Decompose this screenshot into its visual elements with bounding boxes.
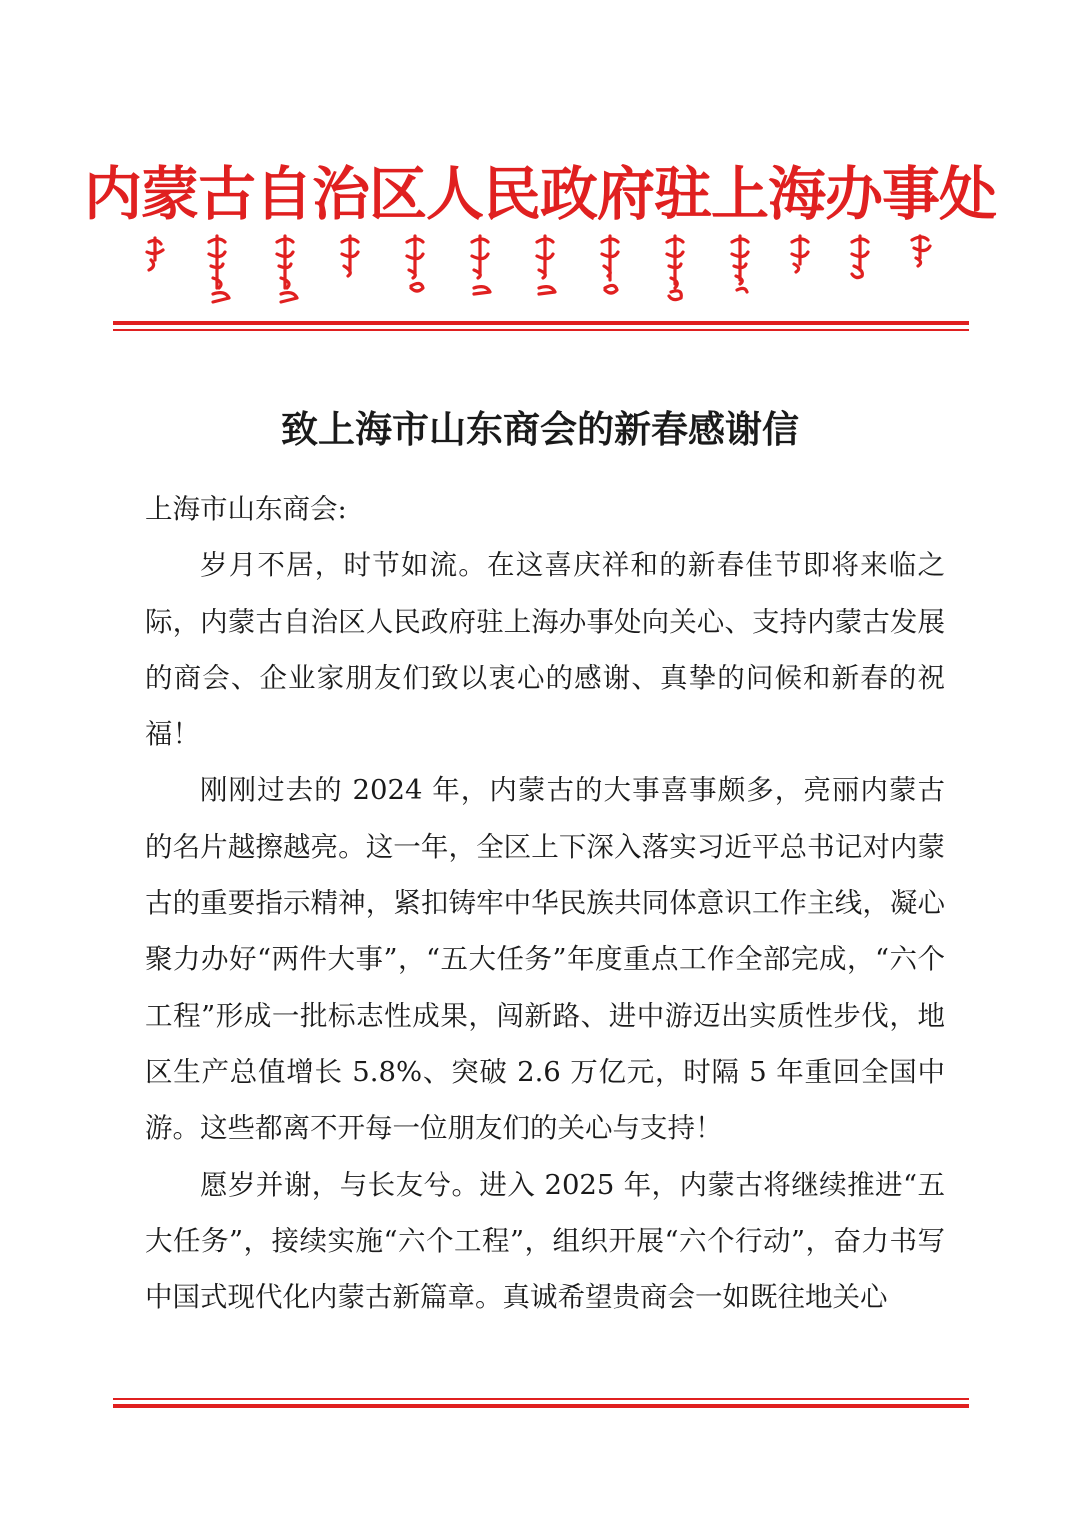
paragraph-review-2024: 刚刚过去的 2024 年，内蒙古的大事喜事颇多，亮丽内蒙古的名片越擦越亮。这一年，全区上下深入落实习近平总书记对内蒙古的重要指示精神，紧扣铸牢中华民族共同体意识工作主线，凝心聚力办好“两件大事”，“五大任务”年度重点工作全部完成，“六个工程”形成一批标志性成果，闯新路、进中游迈出实质性步伐，地区生产总值增长 5.8%、突破 2.6 万亿元，时隔 5 年重回全国中游。这些都离不开每一位朋友们的关心与支持！ (145, 774, 945, 1145)
letter-title: 致上海市山东商会的新春感谢信 (281, 406, 799, 451)
letter-body (145, 481, 945, 1325)
salutation: 上海市山东商会: (145, 493, 347, 525)
paragraph-outlook-2025: 愿岁并谢，与长友兮。进入 2025 年，内蒙古将继续推进“五大任务”，接续实施“六个工程”，组织开展“六个行动”，奋力书写中国式现代化内蒙古新篇章。真诚希望贵商会一如既往地关心 (145, 1168, 945, 1314)
header-rule-thin (113, 329, 969, 331)
header-rule-thick (113, 321, 969, 325)
footer-rule-thin (113, 1398, 969, 1400)
mongolian-script-logo (135, 230, 945, 310)
paragraph-greeting: 岁月不居，时节如流。在这喜庆祥和的新春佳节即将来临之际，内蒙古自治区人民政府驻上海办事处向关心、支持内蒙古发展的商会、企业家朋友们致以衷心的感谢、真挚的问候和新春的祝福！ (145, 549, 945, 751)
footer-rule-thick (113, 1404, 969, 1408)
organization-name: 内蒙古自治区人民政府驻上海办事处 (83, 160, 996, 228)
